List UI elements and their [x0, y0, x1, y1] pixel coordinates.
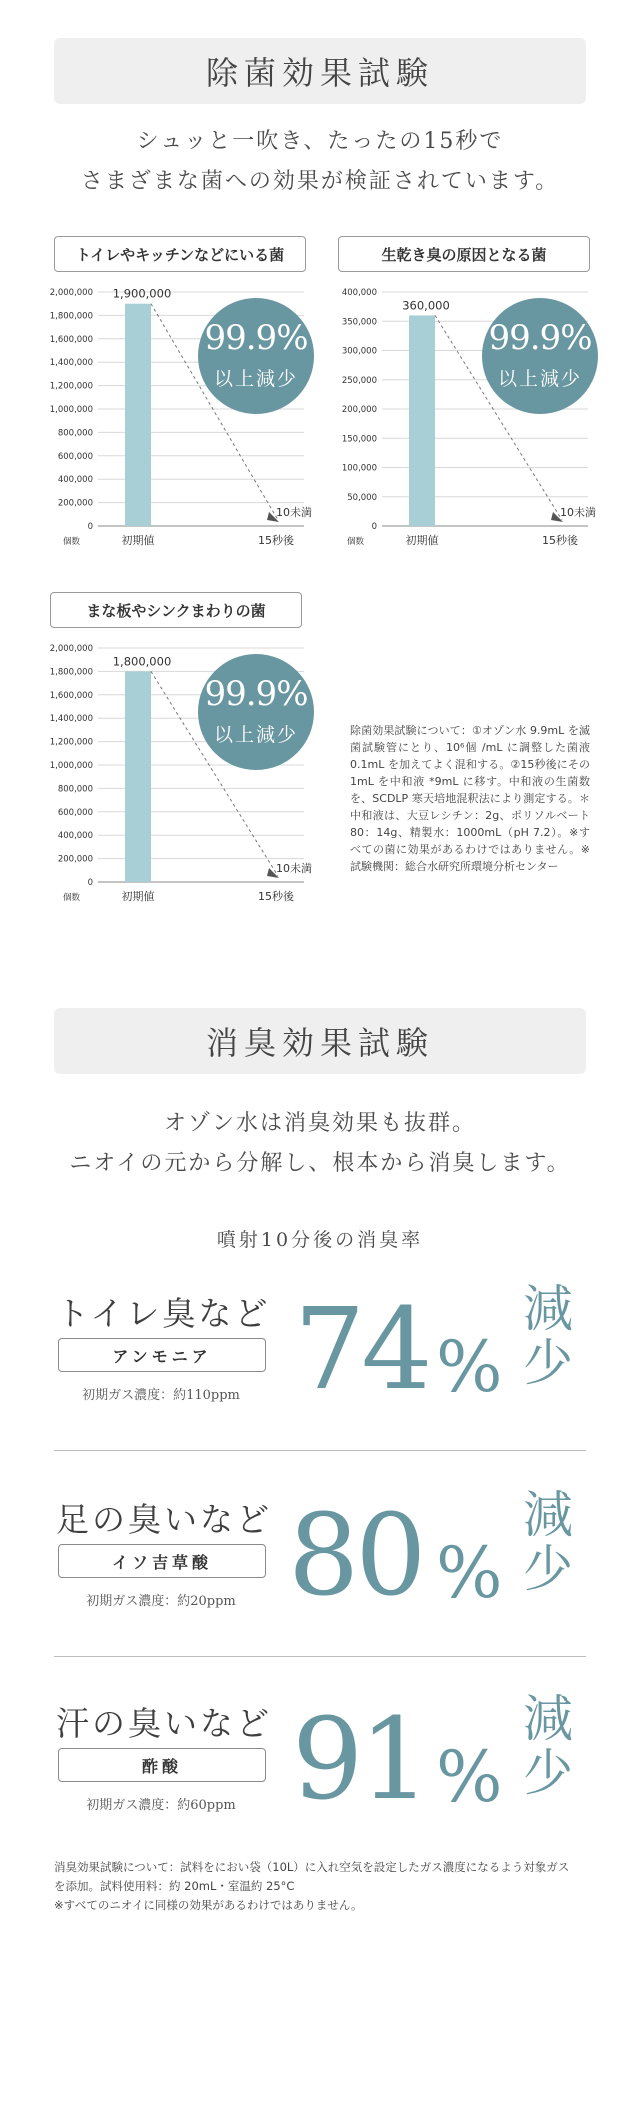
y-tick-label: 1,000,000 — [49, 761, 93, 771]
deodorization-footnote — [54, 1858, 594, 1915]
percent-sign: % — [436, 1326, 503, 1408]
badge-subtext: 以上減少 — [497, 368, 582, 390]
reduction-number: 80 — [288, 1491, 423, 1621]
y-tick-label: 0 — [371, 522, 377, 532]
gas-name-pill: 酢酸 — [58, 1748, 266, 1782]
reduction-number: 91 — [292, 1695, 427, 1825]
odor-label: トイレ臭など — [56, 1294, 271, 1333]
data-label: 10未満 — [560, 506, 596, 519]
bar — [125, 671, 151, 882]
x-category-label: 初期値 — [121, 890, 155, 903]
x-category-label: 15秒後 — [258, 534, 294, 547]
badge-subtext: 以上減少 — [213, 724, 298, 746]
y-unit-label: 個数 — [62, 537, 80, 547]
bar — [125, 304, 151, 526]
reduction-label-2: 少 — [523, 1744, 573, 1802]
y-tick-label: 0 — [87, 522, 93, 532]
gas-name-pill: アンモニア — [58, 1338, 266, 1372]
chart-1-badge — [198, 298, 314, 414]
badge-percent: 99.9% — [488, 318, 592, 358]
gas-name-pill: イソ吉草酸 — [58, 1544, 266, 1578]
y-tick-label: 150,000 — [341, 434, 377, 445]
y-tick-label: 1,800,000 — [49, 667, 93, 678]
y-tick-label: 50,000 — [347, 492, 377, 503]
bar — [409, 315, 435, 526]
y-tick-label: 1,000,000 — [49, 405, 93, 415]
x-category-label: 15秒後 — [258, 890, 294, 903]
y-tick-label: 2,000,000 — [49, 288, 93, 298]
gas-concentration: 初期ガス濃度：約60ppm — [86, 1798, 236, 1813]
y-tick-label: 1,800,000 — [49, 311, 93, 322]
reduction-label-1: 減 — [523, 1280, 573, 1338]
y-tick-label: 1,400,000 — [49, 358, 93, 369]
y-tick-label: 200,000 — [57, 498, 93, 509]
y-tick-label: 250,000 — [341, 375, 377, 386]
chart-1-title: トイレやキッチンなどにいる菌 — [54, 236, 306, 272]
data-label: 10未満 — [276, 862, 312, 875]
y-tick-label: 600,000 — [57, 807, 93, 818]
y-tick-label: 1,200,000 — [49, 381, 93, 392]
reduction-number: 74 — [294, 1285, 429, 1415]
y-tick-label: 0 — [87, 878, 93, 888]
y-tick-label: 1,200,000 — [49, 737, 93, 748]
y-unit-label: 個数 — [62, 893, 80, 903]
y-tick-label: 100,000 — [341, 463, 377, 474]
sterilization-lead-2: さまざまな菌への効果が検証されています。 — [80, 169, 560, 194]
footnote-line: 消臭効果試験について：試料をにおい袋（10L）に入れ空気を設定したガス濃度になるよう対象ガス — [54, 1860, 570, 1874]
reduction-label-2: 少 — [523, 1334, 573, 1392]
deodorization-lead-2: ニオイの元から分解し、根本から消臭します。 — [69, 1151, 571, 1176]
y-tick-label: 300,000 — [341, 346, 377, 357]
divider — [54, 1450, 586, 1451]
odor-label: 汗の臭いなど — [56, 1704, 272, 1743]
chart-3-title: まな板やシンクまわりの菌 — [50, 592, 302, 628]
divider — [54, 1656, 586, 1657]
badge-percent: 99.9% — [204, 674, 308, 714]
sterilization-lead-1: シュッと一吹き、たったの15秒で — [136, 129, 504, 154]
y-tick-label: 1,600,000 — [49, 334, 93, 345]
y-unit-label: 個数 — [346, 537, 364, 547]
footnote-line: ※すべてのニオイに同様の効果があるわけではありません。 — [54, 1898, 363, 1912]
y-tick-label: 1,400,000 — [49, 714, 93, 725]
deodorization-title: 消臭効果試験 — [54, 1008, 586, 1074]
reduction-label-1: 減 — [523, 1690, 573, 1748]
data-label: 360,000 — [402, 298, 450, 313]
data-label: 1,800,000 — [112, 654, 172, 669]
reduction-label-2: 少 — [523, 1540, 573, 1598]
deodorization-heading: 噴射10分後の消臭率 — [216, 1229, 424, 1251]
x-category-label: 初期値 — [405, 534, 439, 547]
gas-concentration: 初期ガス濃度：約110ppm — [82, 1388, 240, 1403]
data-label: 1,900,000 — [112, 286, 172, 301]
y-tick-label: 800,000 — [57, 784, 93, 795]
sterilization-test-note: 除菌効果試験について：①オゾン水 9.9mL を滅菌試験管にとり、10⁶個 /mL に調整した菌液 0.1mL を加えてよく混和する。②15秒後にその 1mL を中和液 *9mL に移す。中和液の生菌数を、SCDLP 寒天培地混釈法により測定する。＊中和液は、大豆レシチン：2g、ポリソルベート 80：14g、精製水：1000mL（pH 7.2）。※すべての菌に効果があるわけではありません。※試験機関：総合水研究所環境分析センター — [350, 724, 590, 873]
y-tick-label: 2,000,000 — [49, 644, 93, 654]
sterilization-title: 除菌効果試験 — [54, 38, 586, 104]
chart-2-title: 生乾き臭の原因となる菌 — [338, 236, 590, 272]
badge-percent: 99.9% — [204, 318, 308, 358]
chart-2-badge — [482, 298, 598, 414]
data-label: 10未満 — [276, 506, 312, 519]
badge-subtext: 以上減少 — [213, 368, 298, 390]
percent-sign: % — [436, 1736, 503, 1818]
y-tick-label: 400,000 — [341, 288, 377, 298]
y-tick-label: 350,000 — [341, 317, 377, 328]
y-tick-label: 600,000 — [57, 451, 93, 462]
y-tick-label: 200,000 — [341, 405, 377, 415]
y-tick-label: 1,600,000 — [49, 690, 93, 701]
deodorization-lead-1: オゾン水は消臭効果も抜群。 — [163, 1111, 476, 1136]
y-tick-label: 800,000 — [57, 428, 93, 439]
gas-concentration: 初期ガス濃度：約20ppm — [86, 1594, 236, 1609]
y-tick-label: 400,000 — [57, 475, 93, 486]
odor-label: 足の臭いなど — [56, 1500, 272, 1539]
x-category-label: 15秒後 — [542, 534, 578, 547]
x-category-label: 初期値 — [121, 534, 155, 547]
chart-3-badge — [198, 654, 314, 770]
y-tick-label: 400,000 — [57, 831, 93, 842]
reduction-label-1: 減 — [523, 1486, 573, 1544]
y-tick-label: 200,000 — [57, 854, 93, 865]
percent-sign: % — [436, 1532, 503, 1614]
footnote-line: を添加。試料使用料：約 20mL・室温約 25°C — [54, 1879, 295, 1893]
